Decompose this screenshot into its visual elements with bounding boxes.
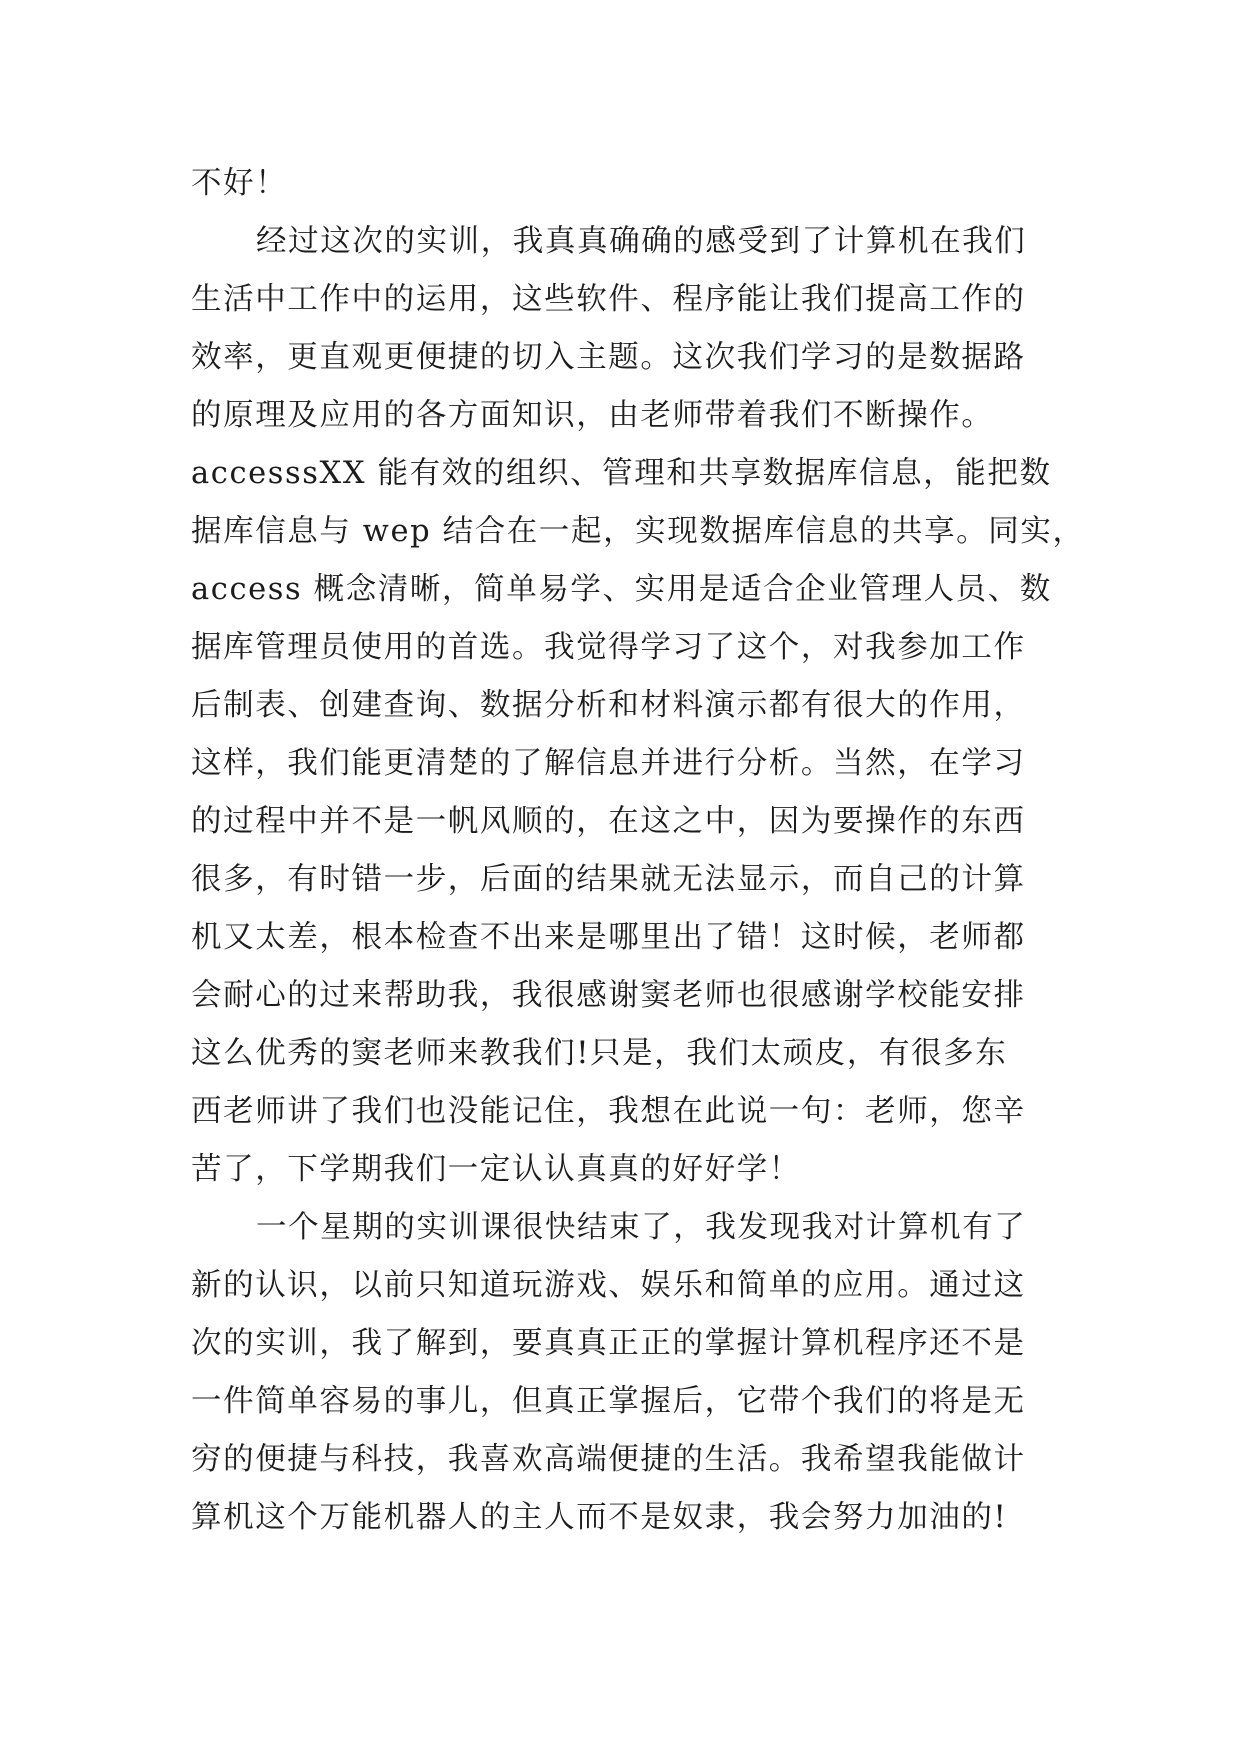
paragraph-first-line: 经过这次的实训，我真真确确的感受到了计算机在我们 (256, 224, 1027, 259)
text-line: 一件简单容易的事儿，但真正掌握后，它带个我们的将是无 (191, 1384, 1026, 1419)
text-line: 苦了，下学期我们一定认认真真的好好学！ (191, 1152, 801, 1187)
text-line: 很多，有时错一步，后面的结果就无法显示，而自己的计算 (191, 862, 1026, 897)
text-line: 据库信息与 wep 结合在一起，实现数据库信息的共享。同实， (191, 514, 1085, 549)
text-line: 的原理及应用的各方面知识，由老师带着我们不断操作。 (191, 398, 994, 433)
text-line: 后制表、创建查询、数据分析和材料演示都有很大的作用， (191, 688, 1026, 723)
text-line: 机又太差，根本检查不出来是哪里出了错！这时候，老师都 (191, 920, 1026, 955)
text-line: 的过程中并不是一帆风顺的，在这之中，因为要操作的东西 (191, 804, 1026, 839)
document-body (191, 155, 1085, 1547)
text-line: 据库管理员使用的首选。我觉得学习了这个，对我参加工作 (191, 630, 1026, 665)
text-line: 效率，更直观更便捷的切入主题。这次我们学习的是数据路 (191, 340, 1026, 375)
text-line: 西老师讲了我们也没能记住，我想在此说一句：老师，您辛 (191, 1094, 1026, 1129)
text-line: 会耐心的过来帮助我，我很感谢窦老师也很感谢学校能安排 (191, 978, 1026, 1013)
text-line: 这样，我们能更清楚的了解信息并进行分析。当然，在学习 (191, 746, 1026, 781)
text-line: 生活中工作中的运用，这些软件、程序能让我们提高工作的 (191, 282, 1026, 317)
text-line: 不好！ (191, 166, 288, 201)
text-line: 这么优秀的窦老师来教我们!只是，我们太顽皮，有很多东 (191, 1036, 1008, 1071)
paragraph-first-line: 一个星期的实训课很快结束了，我发现我对计算机有了 (256, 1210, 1027, 1245)
text-line: 新的认识，以前只知道玩游戏、娱乐和简单的应用。通过这 (191, 1268, 1026, 1303)
text-line: 穷的便捷与科技，我喜欢高端便捷的生活。我希望我能做计 (191, 1442, 1026, 1477)
text-line: 算机这个万能机器人的主人而不是奴隶，我会努力加油的! (191, 1500, 1008, 1535)
text-line: access 概念清晰，简单易学、实用是适合企业管理人员、数 (191, 572, 1052, 607)
text-line: 次的实训，我了解到，要真真正正的掌握计算机程序还不是 (191, 1326, 1026, 1361)
text-line: accesssXX 能有效的组织、管理和共享数据库信息，能把数 (191, 456, 1052, 491)
